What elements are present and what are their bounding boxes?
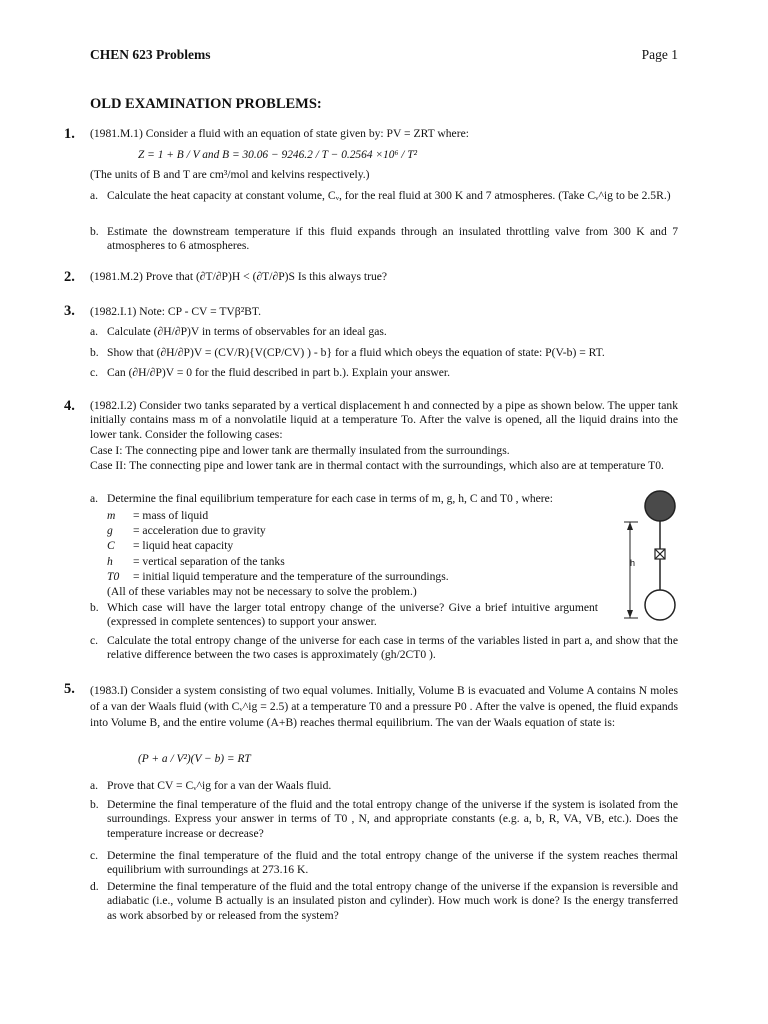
variable-g: g = acceleration due to gravity bbox=[107, 524, 266, 538]
part-label: a. bbox=[90, 779, 99, 792]
part-label: b. bbox=[90, 225, 99, 238]
problem-1-units: (The units of B and T are cm³/mol and kelvins respectively.) bbox=[90, 168, 370, 181]
problem-3-intro: (1982.I.1) Note: CP - CV = TVβ²BT. bbox=[90, 305, 262, 318]
part-text: Estimate the downstream temperature if this fluid expands through an insulated throttling valve from 300 K and 7 atmospheres to 6 atmospheres. bbox=[107, 225, 678, 253]
problem-4-case-1: Case I: The connecting pipe and lower tank are thermally insulated from the surroundings. bbox=[90, 444, 510, 457]
part-text: Prove that CV = Cᵥ^ig for a van der Waals fluid. bbox=[107, 779, 332, 792]
part-label: a. bbox=[90, 325, 99, 338]
problem-5-intro: (1983.I) Consider a system consisting of two equal volumes. Initially, Volume B is evacuated and Volume A contains N moles of a van der Waals fluid (with Cᵥ^ig = 2.5) at a temperature T0 and a pressure P0 . After the valve is opened, the fluid expands into Volume B, and the entire volume (A+B) reaches thermal equilibrium. The van der Waals equation of state is: bbox=[90, 684, 678, 729]
part-text: Calculate (∂H/∂P)V in terms of observables for an ideal gas. bbox=[107, 325, 387, 338]
part-text: Can (∂H/∂P)V = 0 for the fluid described in part b.). Explain your answer. bbox=[107, 366, 450, 379]
part-label: b. bbox=[90, 601, 99, 614]
problem-2-number: 2. bbox=[64, 269, 75, 285]
part-label: b. bbox=[90, 798, 99, 811]
variable-h: h = vertical separation of the tanks bbox=[107, 554, 285, 568]
problem-5-number: 5. bbox=[64, 681, 75, 697]
part-text: Determine the final equilibrium temperature for each case in terms of m, g, h, C and T0 , where: bbox=[107, 492, 553, 505]
problem-1-equation: Z = 1 + B / V and B = 30.06 − 9246.2 / T − 0.2564 ×10⁶ / T² bbox=[138, 149, 418, 161]
upper-tank bbox=[645, 491, 675, 521]
variable-t0: T0 = initial liquid temperature and the temperature of the surroundings. bbox=[107, 569, 449, 583]
part-text: Which case will have the larger total entropy change of the universe? Give a brief intuitive argument (expressed in complete sentences) to support your answer. bbox=[107, 601, 598, 629]
page-number: Page 1 bbox=[641, 47, 678, 62]
problem-1-number: 1. bbox=[64, 126, 75, 142]
height-label: h bbox=[630, 558, 636, 568]
part-label: b. bbox=[90, 346, 99, 359]
variable-list bbox=[107, 509, 449, 600]
problem-4-case-2: Case II: The connecting pipe and lower tank are in thermal contact with the surroundings, which also are at temperature T0. bbox=[90, 459, 664, 472]
problem-5-equation: (P + a / V²)(V − b) = RT bbox=[138, 753, 251, 765]
part-label: a. bbox=[90, 189, 99, 202]
course-header: CHEN 623 Problems bbox=[90, 47, 211, 62]
part-text: Calculate the heat capacity at constant volume, Cᵥ, for the real fluid at 300 K and 7 atmospheres. (Take Cᵥ^ig to be 2.5R.) bbox=[107, 189, 671, 202]
section-title: OLD EXAMINATION PROBLEMS: bbox=[90, 96, 322, 112]
problem-2-text: (1981.M.2) Prove that (∂T/∂P)H < (∂T/∂P)S Is this always true? bbox=[90, 270, 388, 283]
part-text: Determine the final temperature of the fluid and the total entropy change of the universe if the system is isolated from the surroundings. Express your answer in terms of T0 , N, and appropriate constants (e.g. a, b, R, VA, VB, etc.). Does the temperature increase or decrease? bbox=[107, 798, 678, 840]
variable-m: m = mass of liquid bbox=[107, 509, 209, 522]
variable-c: C = liquid heat capacity bbox=[107, 539, 234, 553]
problem-4-intro: (1982.I.2) Consider two tanks separated by a vertical displacement h and connected by a pipe as shown below. The upper tank initially contains mass m of a nonvolatile liquid at a temperature To. After the valve is opened, all the liquid drains into the lower tank. Consider the following cases: bbox=[90, 399, 678, 441]
arrow-up-icon bbox=[627, 522, 633, 530]
part-text: Show that (∂H/∂P)V = (CV/R){V(CP/CV) ) - b} for a fluid which obeys the equation of state: P(V-b) = RT. bbox=[107, 346, 605, 359]
tanks-diagram bbox=[618, 486, 688, 626]
part-label: c. bbox=[90, 634, 99, 647]
arrow-down-icon bbox=[627, 610, 633, 618]
part-label: a. bbox=[90, 492, 99, 505]
part-label: d. bbox=[90, 880, 99, 893]
lower-tank bbox=[645, 590, 675, 620]
part-label: c. bbox=[90, 849, 99, 862]
part-label: c. bbox=[90, 366, 99, 379]
part-text: Calculate the total entropy change of the universe for each case in terms of the variables listed in part a, and show that the relative difference between the two cases is approximately (gh/2CT0 ). bbox=[107, 634, 678, 662]
problem-1-intro: (1981.M.1) Consider a fluid with an equation of state given by: PV = ZRT where: bbox=[90, 127, 469, 140]
variables-note: (All of these variables may not be necessary to solve the problem.) bbox=[107, 584, 417, 598]
part-text: Determine the final temperature of the fluid and the total entropy change of the universe if the system reaches thermal equilibrium with surroundings at 273.16 K. bbox=[107, 849, 678, 877]
problem-3-number: 3. bbox=[64, 303, 75, 319]
part-text: Determine the final temperature of the fluid and the total entropy change of the universe if the expansion is reversible and adiabatic (i.e., volume B actually is an insulated piston and cylinder). How much work is done? Is the energy transferred as work absorbed by or released from the system? bbox=[107, 880, 678, 922]
problem-4-number: 4. bbox=[64, 398, 75, 414]
valve-icon bbox=[655, 549, 665, 559]
